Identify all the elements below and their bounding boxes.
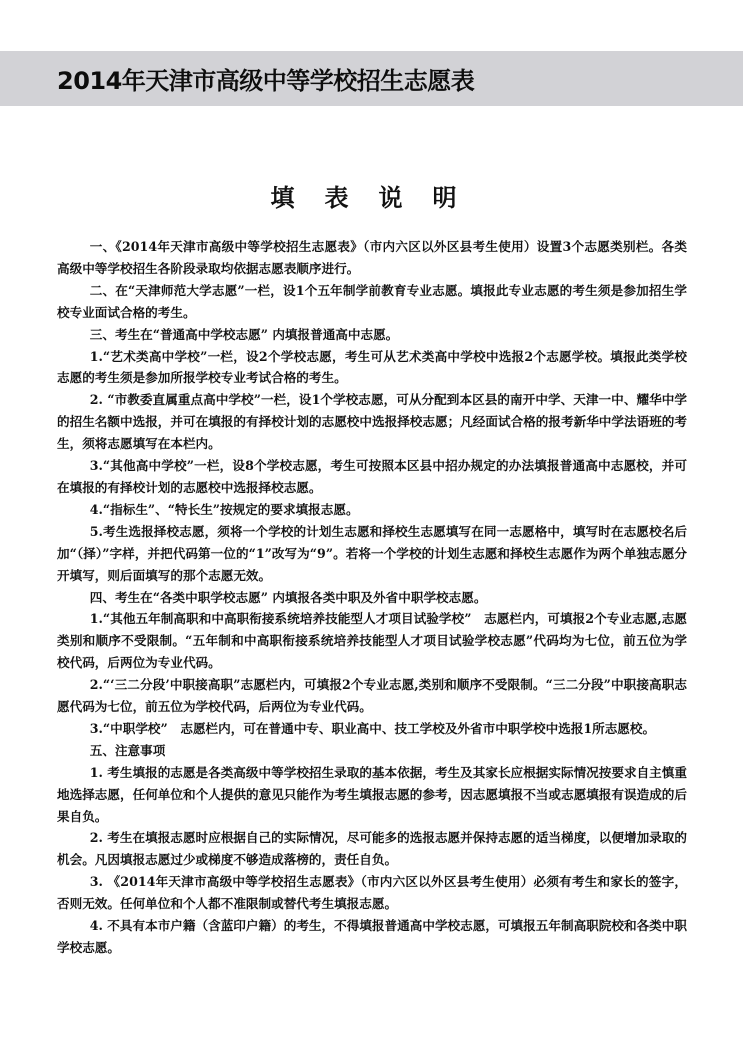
paragraph-3-4: 4.“指标生”、“特长生”按规定的要求填报志愿。 bbox=[89, 501, 359, 517]
paragraph-5-2: 2. 考生在填报志愿时应根据自己的实际情况，尽可能多的选报志愿并保持志愿的适当梯度，以便增加录取的机会。凡因填报志愿过少或梯度不够造成落榜的，责任自负。 bbox=[57, 830, 687, 868]
section-heading: 填表说明 bbox=[270, 184, 487, 212]
paragraph-3: 三、考生在“普通高中学校志愿” 内填报普通高中志愿。 bbox=[89, 326, 399, 342]
paragraph-4-2: 2.“‘三二分段’中职接高职”志愿栏内，可填报2个专业志愿,类别和顺序不受限制。“三二分段”中职接高职志愿代码为七位，前五位为学校代码，后两位为专业代码。 bbox=[57, 677, 687, 715]
paragraph-5-4: 4. 不具有本市户籍（含蓝印户籍）的考生，不得填报普通高中学校志愿，可填报五年制高职院校和各类中职学校志愿。 bbox=[57, 918, 687, 955]
paragraph-3-2: 2. “市教委直属重点高中学校”一栏，设1个学校志愿，可从分配到本区县的南开中学、天津一中、耀华中学的招生名额中选报，并可在填报的有择校计划的志愿校中选报择校志愿；凡经面试合格的报考新华中学法语班的考生，须将志愿填写在本栏内。 bbox=[57, 392, 687, 452]
title-banner bbox=[0, 51, 743, 106]
document-title: 2014年天津市高级中等学校招生志愿表 bbox=[57, 67, 475, 95]
paragraph-3-5: 5.考生选报择校志愿，须将一个学校的计划生志愿和择校生志愿填写在同一志愿格中，填写时在志愿校名后加“（择）”字样，并把代码第一位的“1”改写为“9”。若将一个学校的计划生志愿和择校生志愿作为两个单独志愿分开填写，则后面填写的那个志愿无效。 bbox=[57, 523, 687, 583]
paragraph-2: 二、在“天津师范大学志愿”一栏，设1个五年制学前教育专业志愿。填报此专业志愿的考生须是参加招生学校专业面试合格的考生。 bbox=[57, 282, 687, 320]
paragraph-5-1: 1. 考生填报的志愿是各类高级中等学校招生录取的基本依据，考生及其家长应根据实际情况按要求自主慎重地选择志愿，任何单位和个人提供的意见只能作为考生填报志愿的参考，因志愿填报不当或志愿填报有误造成的后果自负。 bbox=[57, 764, 687, 824]
paragraph-4-3: 3.“中职学校” 志愿栏内，可在普通中专、职业高中、技工学校及外省市中职学校中选报1所志愿校。 bbox=[89, 720, 656, 736]
paragraph-4-1: 1.“其他五年制高职和中高职衔接系统培养技能型人才项目试验学校” 志愿栏内，可填报2个专业志愿,志愿类别和顺序不受限制。“五年制和中高职衔接系统培养技能型人才项目试验学校志愿”代码均为七位，前五位为学校代码，后两位为专业代码。 bbox=[57, 611, 687, 671]
paragraph-3-1: 1.“艺术类高中学校”一栏，设2个学校志愿，考生可从艺术类高中学校中选报2个志愿学校。填报此类学校志愿的考生须是参加所报学校专业考试合格的考生。 bbox=[57, 348, 687, 386]
paragraph-5: 五、注意事项 bbox=[89, 742, 166, 758]
paragraph-4: 四、考生在“各类中职学校志愿” 内填报各类中职及外省中职学校志愿。 bbox=[89, 589, 487, 605]
paragraph-5-3: 3. 《2014年天津市高级中等学校招生志愿表》（市内六区以外区县考生使用）必须有考生和家长的签字，否则无效。任何单位和个人都不准限制或替代考生填报志愿。 bbox=[57, 874, 687, 912]
instructions-body bbox=[57, 236, 687, 959]
paragraph-1: 一、《2014年天津市高级中等学校招生志愿表》（市内六区以外区县考生使用）设置3个志愿类别栏。各类高级中等学校招生各阶段录取均依据志愿表顺序进行。 bbox=[57, 239, 687, 276]
paragraph-3-3: 3.“其他高中学校”一栏，设8个学校志愿，考生可按照本区县中招办规定的办法填报普通高中志愿校，并可在填报的有择校计划的志愿校中选报择校志愿。 bbox=[57, 458, 687, 495]
